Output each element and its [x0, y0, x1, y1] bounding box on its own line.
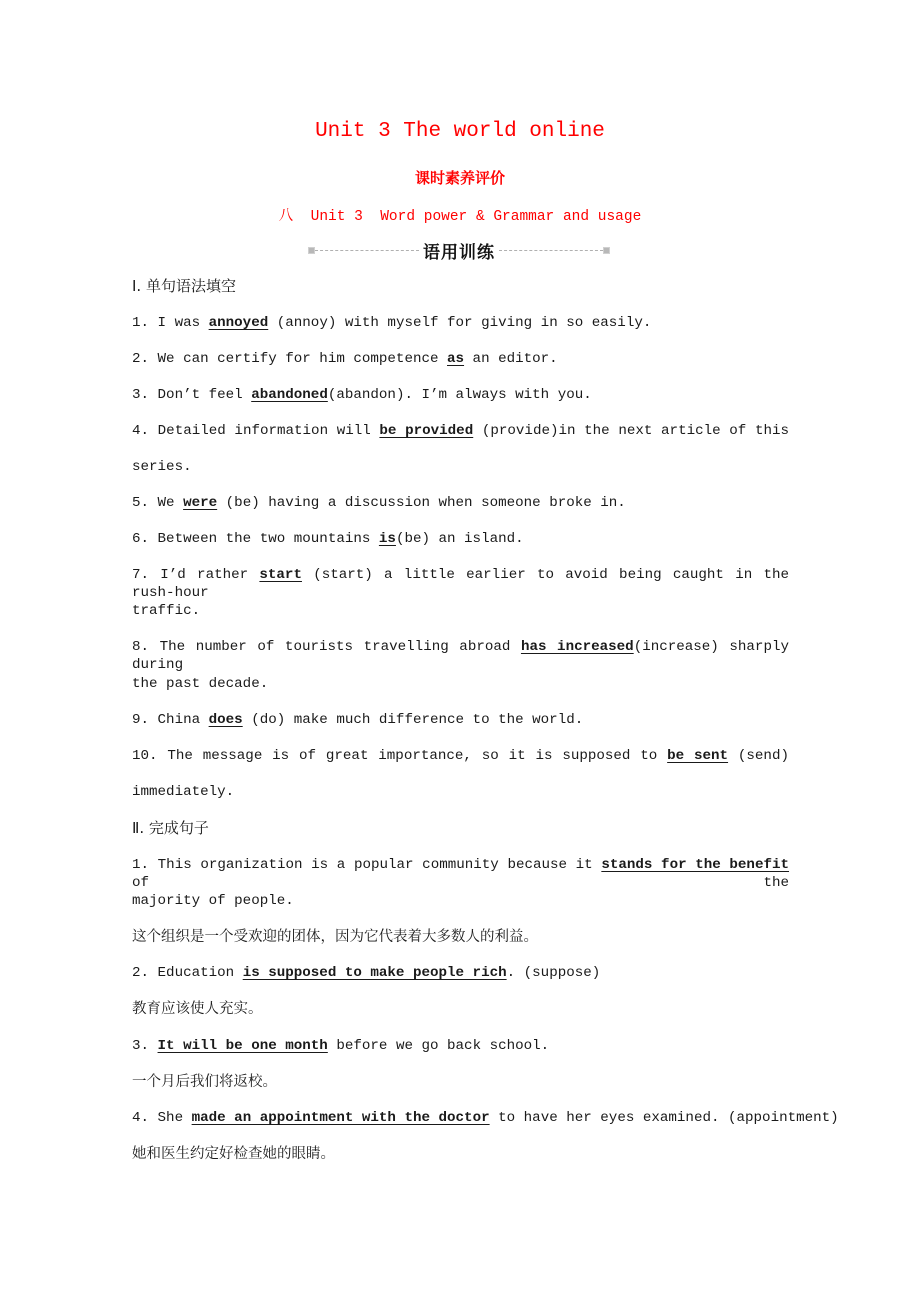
- document-subtitle: 课时素养评价: [414, 169, 505, 187]
- item-text: to have her eyes examined. (appointment): [489, 1110, 839, 1126]
- exercise-item-6: [132, 530, 789, 548]
- item-text: 3. Don’t feel: [132, 387, 252, 403]
- exercise-item-7-cont: traffic.: [132, 603, 201, 619]
- exercise-item-10: [132, 747, 789, 765]
- sentence-item-4: [132, 1109, 839, 1127]
- item-text: 3.: [132, 1038, 158, 1054]
- answer-blank: start: [259, 567, 302, 583]
- item-text: 9. China: [132, 712, 209, 728]
- item-text: (start) a little earlier to avoid being caught in the rush-hour: [132, 567, 790, 601]
- exercise-item-3: [132, 386, 789, 404]
- sentence-item-1-cont: majority of people.: [132, 893, 294, 909]
- item-text: 4. Detailed information will: [132, 423, 380, 439]
- exercise-item-8-cont: the past decade.: [132, 676, 269, 692]
- item-text: before we go back school.: [327, 1038, 550, 1054]
- exercise-item-10-cont: immediately.: [132, 784, 235, 800]
- sentence-item-1: [132, 856, 789, 892]
- exercise-item-4: [132, 422, 789, 440]
- item-text: (annoy) with myself for giving in so easily.: [268, 315, 652, 331]
- answer-blank: It will be one month: [157, 1038, 328, 1054]
- answer-blank: does: [208, 712, 243, 728]
- item-text: 5. We: [132, 495, 184, 511]
- lesson-heading: 八 Unit 3 Word power & Grammar and usage: [278, 209, 642, 225]
- item-text: 2. Education: [132, 965, 243, 981]
- item-text: (provide)in the next article of this: [473, 423, 790, 439]
- exercise-item-4-cont: series.: [132, 459, 192, 475]
- divider-line-left: [315, 250, 419, 251]
- answer-blank: abandoned: [251, 387, 328, 403]
- sentence-item-2: [132, 964, 789, 982]
- sentence-item-1-translation: 这个组织是一个受欢迎的团体，因为它代表着大多数人的利益。: [132, 929, 538, 945]
- divider-cap-left: [308, 247, 315, 254]
- answer-blank: as: [447, 351, 465, 367]
- item-text: 2. We can certify for him competence: [132, 351, 448, 367]
- item-text: (send): [728, 748, 789, 764]
- item-text: 1. I was: [132, 315, 209, 331]
- document-title: Unit 3 The world online: [315, 120, 605, 143]
- section-2-heading: Ⅱ. 完成句子: [132, 819, 209, 837]
- exercise-item-2: [132, 350, 789, 368]
- item-text: (increase) sharply during: [132, 639, 789, 673]
- item-text: 1. This organization is a popular community because it: [132, 857, 602, 873]
- item-text: an editor.: [464, 351, 558, 367]
- exercise-item-7: [132, 566, 789, 602]
- answer-blank: annoyed: [208, 315, 269, 331]
- item-text: 6. Between the two mountains: [132, 531, 379, 547]
- divider-label: 语用训练: [423, 242, 495, 263]
- exercise-item-1: [132, 314, 789, 332]
- item-text: of the: [132, 875, 789, 891]
- sentence-item-4-translation: 她和医生约定好检查她的眼睛。: [132, 1146, 335, 1162]
- answer-blank: stands for the benefit: [601, 857, 790, 873]
- item-text: 10. The message is of great importance, so it is supposed to: [132, 748, 668, 764]
- sentence-item-3: [132, 1037, 789, 1055]
- sentence-item-3-translation: 一个月后我们将返校。: [132, 1074, 277, 1090]
- section-divider: [308, 239, 610, 261]
- section-1-heading: Ⅰ. 单句语法填空: [132, 277, 236, 295]
- item-text: 7. I’d rather: [132, 567, 260, 583]
- answer-blank: is supposed to make people rich: [242, 965, 507, 981]
- answer-blank: has increased: [520, 639, 634, 655]
- answer-blank: were: [183, 495, 218, 511]
- item-text: (be) having a discussion when someone broke in.: [217, 495, 626, 511]
- item-text: 8. The number of tourists travelling abroad: [132, 639, 521, 655]
- exercise-item-9: [132, 711, 789, 729]
- exercise-item-8: [132, 638, 789, 674]
- item-text: . (suppose): [506, 965, 601, 981]
- sentence-item-2-translation: 教育应该使人充实。: [132, 1001, 263, 1017]
- item-text: 4. She: [132, 1110, 192, 1126]
- item-text: (be) an island.: [395, 531, 524, 547]
- divider-cap-right: [603, 247, 610, 254]
- answer-blank: made an appointment with the doctor: [191, 1110, 490, 1126]
- divider-line-right: [499, 250, 603, 251]
- item-text: (abandon). I’m always with you.: [327, 387, 592, 403]
- exercise-item-5: [132, 494, 789, 512]
- answer-blank: is: [378, 531, 396, 547]
- answer-blank: be sent: [667, 748, 729, 764]
- answer-blank: be provided: [379, 423, 474, 439]
- item-text: (do) make much difference to the world.: [242, 712, 584, 728]
